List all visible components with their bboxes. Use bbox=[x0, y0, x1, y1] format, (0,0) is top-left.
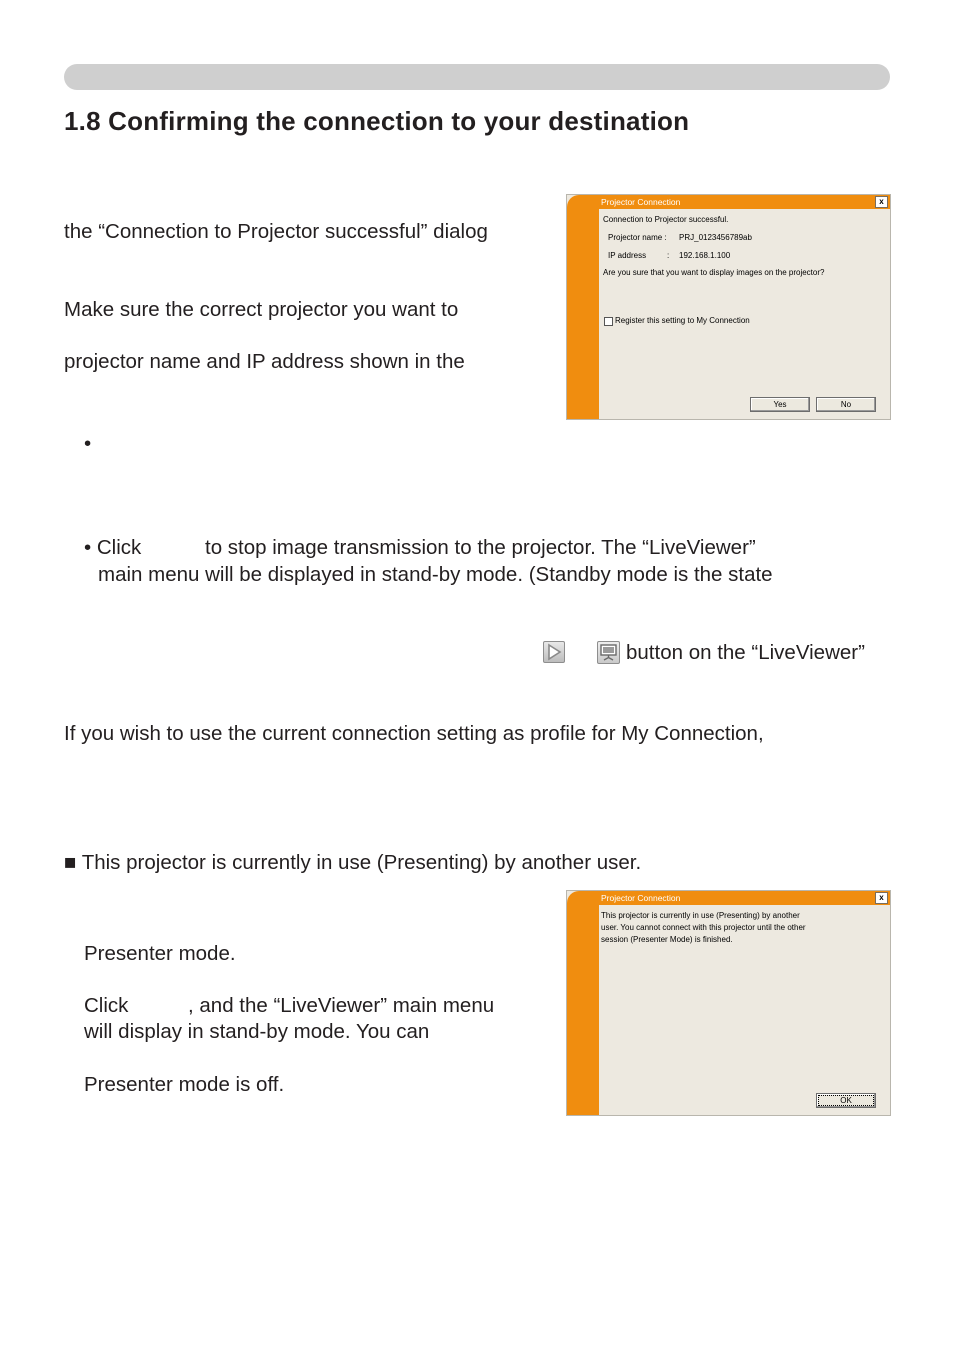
dialog-in-use-line-3: session (Presenter Mode) is finished. bbox=[601, 935, 733, 944]
register-my-connection-label: Register this setting to My Connection bbox=[615, 316, 750, 325]
dialog-confirm-question: Are you sure that you want to display images on the projector? bbox=[603, 268, 825, 277]
ip-address-label: IP address bbox=[608, 251, 647, 260]
case-heading-in-use: ■ This projector is currently in use (Presenting) by another user. bbox=[64, 851, 642, 874]
dialog-success-message: Connection to Projector successful. bbox=[603, 215, 729, 224]
dialog-title: Projector Connection bbox=[601, 893, 681, 903]
projector-name-value: PRJ_0123456789ab bbox=[679, 233, 752, 242]
body-text-projector-name-ip: projector name and IP address shown in the bbox=[64, 350, 465, 373]
dialog-in-use-line-2: user. You cannot connect with this projector until the other bbox=[601, 923, 806, 932]
ok-button[interactable]: OK bbox=[816, 1093, 876, 1108]
bullet-standby-text: main menu will be displayed in stand-by mode. (Standby mode is the state bbox=[98, 563, 773, 586]
button-on-liveviewer-text: button on the “LiveViewer” bbox=[626, 641, 865, 664]
section-heading: 1.8 Confirming the connection to your destination bbox=[64, 106, 690, 136]
close-icon[interactable]: x bbox=[875, 196, 888, 208]
body-text-dialog-intro: the “Connection to Projector successful” dialog bbox=[64, 220, 488, 243]
register-my-connection-checkbox[interactable] bbox=[604, 317, 613, 326]
bullet-click-prefix: • Click bbox=[84, 536, 142, 559]
presenter-mode-text: Presenter mode. bbox=[84, 942, 236, 965]
no-button[interactable]: No bbox=[816, 397, 876, 412]
body-text-confirm-projector: Make sure the correct projector you want to bbox=[64, 298, 459, 321]
close-icon[interactable]: x bbox=[875, 892, 888, 904]
dialog-title-bar bbox=[599, 891, 890, 905]
dialog-title-bar bbox=[599, 195, 890, 209]
dialog-accent-sidebar bbox=[567, 891, 599, 1115]
bullet-marker: • bbox=[84, 432, 92, 455]
play-icon bbox=[543, 641, 565, 663]
my-connection-text: If you wish to use the current connection setting as profile for My Connection, bbox=[64, 722, 764, 745]
click-prefix-text: Click bbox=[84, 994, 129, 1017]
ip-address-value: 192.168.1.100 bbox=[679, 251, 731, 260]
dialog-in-use-line-1: This projector is currently in use (Presenting) by another bbox=[601, 911, 800, 920]
projector-in-use-dialog bbox=[566, 890, 891, 1116]
presentation-screen-icon bbox=[597, 641, 620, 664]
standby-mode-text: will display in stand-by mode. You can bbox=[84, 1020, 430, 1043]
section-header-bar bbox=[64, 64, 890, 90]
dialog-accent-sidebar bbox=[567, 195, 599, 419]
ip-address-separator: : bbox=[667, 251, 670, 260]
yes-button[interactable]: Yes bbox=[750, 397, 810, 412]
presenter-mode-off-text: Presenter mode is off. bbox=[84, 1073, 285, 1096]
projector-name-label: Projector name : bbox=[608, 233, 667, 242]
dialog-title: Projector Connection bbox=[601, 197, 681, 207]
projector-connection-dialog bbox=[566, 194, 891, 420]
liveviewer-main-menu-text: , and the “LiveViewer” main menu bbox=[188, 994, 495, 1017]
bullet-stop-transmission-text: to stop image transmission to the projector. The “LiveViewer” bbox=[205, 536, 756, 559]
